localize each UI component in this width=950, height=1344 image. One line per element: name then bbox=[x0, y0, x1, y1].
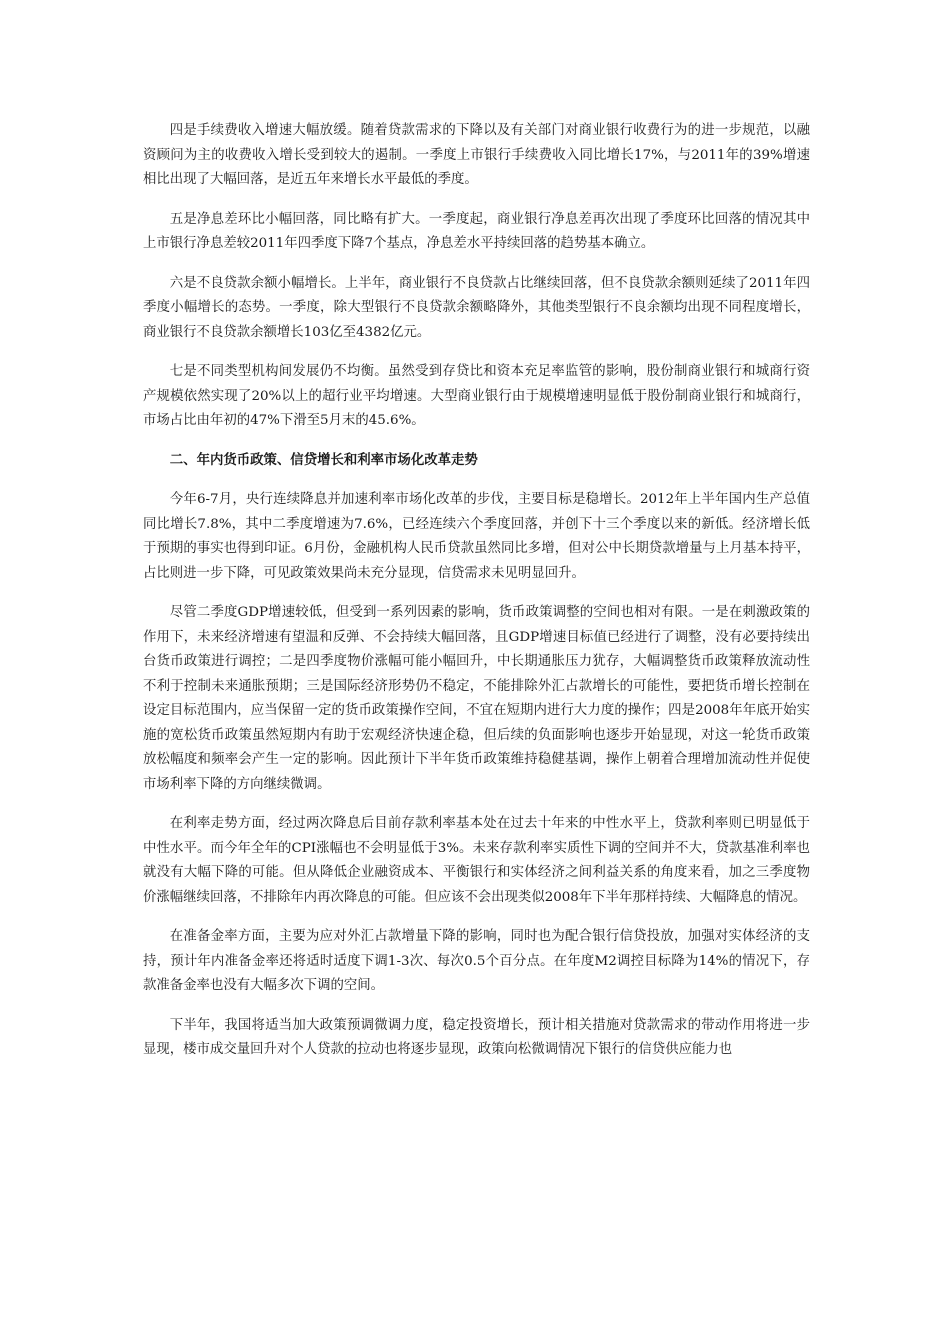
paragraph-net-interest-margin: 五是净息差环比小幅回落，同比略有扩大。一季度起，商业银行净息差再次出现了季度环比回落的情况其中上市银行净息差较2011年四季度下降7个基点，净息差水平持续回落的趋势基本确立。 bbox=[143, 211, 810, 251]
document-page bbox=[143, 119, 810, 1078]
section-heading: 二、年内货币政策、信贷增长和利率市场化改革走势 bbox=[169, 452, 478, 468]
paragraph-rate-cuts: 今年6-7月，央行连续降息并加速利率市场化改革的步伐，主要目标是稳增长。2012年上半年国内生产总值同比增长7.8%，其中二季度增速为7.6%，已经连续六个季度回落，并创下十三个季度以来的新低。经济增长低于预期的事实也得到印证。6月份，金融机构人民币贷款虽然同比多增，但对公中长期贷款增量与上月基本持平，占比则进一步下降，可见政策效果尚未充分显现，信贷需求未见明显回升。 bbox=[143, 492, 810, 581]
paragraph-second-half: 下半年，我国将适当加大政策预调微调力度，稳定投资增长，预计相关措施对贷款需求的带动作用将进一步显现，楼市成交量回升对个人贷款的拉动也将逐步显现，政策向松微调情况下银行的信贷供应能力也 bbox=[143, 1017, 810, 1057]
paragraph-uneven-development: 七是不同类型机构间发展仍不均衡。虽然受到存贷比和资本充足率监管的影响，股份制商业银行和城商行资产规模依然实现了20%以上的超行业平均增速。大型商业银行由于规模增速明显低于股份制商业银行和城商行，市场占比由年初的47%下滑至5月末的45.6%。 bbox=[143, 364, 810, 428]
paragraph-fee-income: 四是手续费收入增速大幅放缓。随着贷款需求的下降以及有关部门对商业银行收费行为的进一步规范，以融资顾问为主的收费收入增长受到较大的遏制。一季度上市银行手续费收入同比增长17%，与2011年的39%增速相比出现了大幅回落，是近五年来增长水平最低的季度。 bbox=[143, 123, 810, 187]
paragraph-npl-balance: 六是不良贷款余额小幅增长。上半年，商业银行不良贷款占比继续回落，但不良贷款余额则延续了2011年四季度小幅增长的态势。一季度，除大型银行不良贷款余额略降外，其他类型银行不良余额均出现不同程度增长，商业银行不良贷款余额增长103亿至4382亿元。 bbox=[143, 275, 810, 340]
paragraph-reserve-ratio: 在准备金率方面，主要为应对外汇占款增量下降的影响，同时也为配合银行信贷投放，加强对实体经济的支持，预计年内准备金率还将适时适度下调1-3次、每次0.5个百分点。在年度M2调控目标降为14%的情况下，存款准备金率也没有大幅多次下调的空间。 bbox=[143, 929, 810, 993]
paragraph-policy-space: 尽管二季度GDP增速较低，但受到一系列因素的影响，货币政策调整的空间也相对有限。一是在刺激政策的作用下，未来经济增速有望温和反弹、不会持续大幅回落，且GDP增速目标值已经进行了调整，没有必要持续出台货币政策进行调控；二是四季度物价涨幅可能小幅回升，中长期通胀压力犹存，大幅调整货币政策释放流动性不利于控制未来通胀预期；三是国际经济形势仍不稳定，不能排除外汇占款增长的可能性，要把货币增长控制在设定目标范围内，应当保留一定的货币政策操作空间，不宜在短期内进行大力度的操作；四是2008年年底开始实施的宽松货币政策虽然短期内有助于宏观经济快速企稳，但后续的负面影响也逐步开始显现，对这一轮货币政策放松幅度和频率会产生一定的影响。因此预计下半年货币政策维持稳健基调，操作上朝着合理增加流动性并促使市场利率下降的方向继续微调。 bbox=[143, 605, 810, 792]
paragraph-interest-rate-trend: 在利率走势方面，经过两次降息后目前存款利率基本处在过去十年来的中性水平上，贷款利率则已明显低于中性水平。而今年全年的CPI涨幅也不会明显低于3%。未来存款利率实质性下调的空间并不大，贷款基准利率也就没有大幅下降的可能。但从降低企业融资成本、平衡银行和实体经济之间利益关系的角度来看，加之三季度物价涨幅继续回落，不排除年内再次降息的可能。但应该不会出现类似2008年下半年那样持续、大幅降息的情况。 bbox=[143, 816, 810, 905]
